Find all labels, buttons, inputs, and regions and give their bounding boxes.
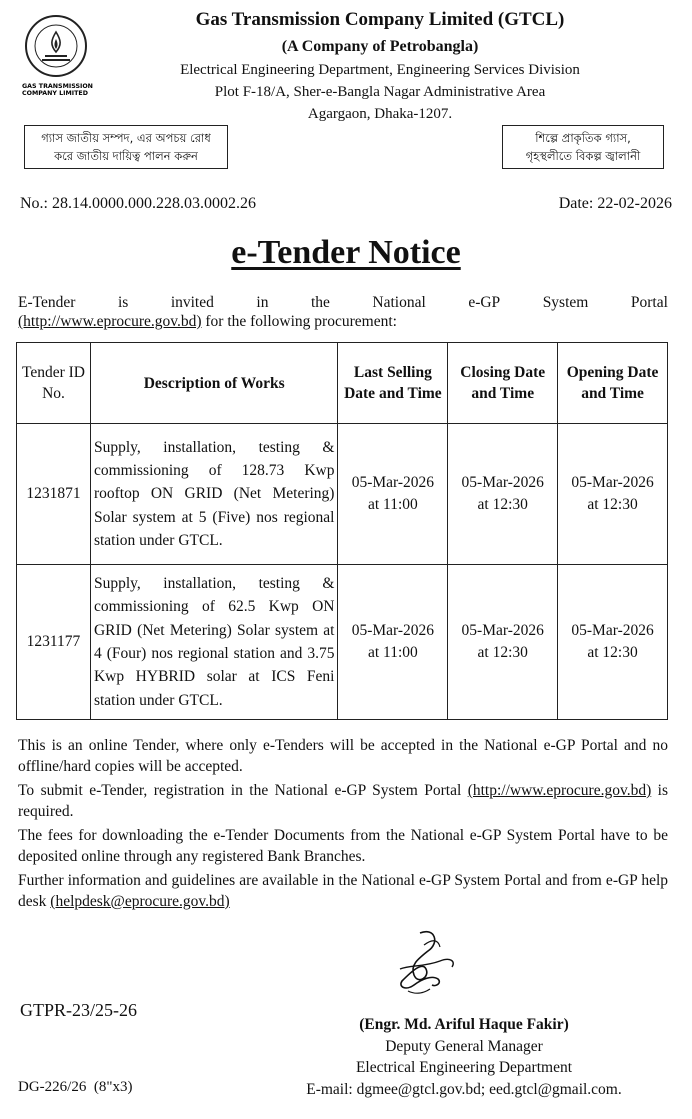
note-helpdesk-text: Further information and guidelines are available in the National e-GP System Portal and from e-GP help desk xyxy=(18,872,668,910)
last-selling-cell: 05-Mar-2026 at 11:00 xyxy=(338,424,448,565)
note-registration xyxy=(18,780,668,822)
signatory-block xyxy=(240,1014,688,1100)
header-description: Description of Works xyxy=(90,343,338,424)
note-fees: The fees for downloading the e-Tender Documents from the National e-GP System Portal have to be deposited online through any registered Bank Branches. xyxy=(18,827,668,865)
last-selling-cell: 05-Mar-2026 at 11:00 xyxy=(338,565,448,720)
note-registration-end: is required. xyxy=(18,782,669,820)
note-helpdesk xyxy=(18,870,668,912)
intro-rest: for the following procurement: xyxy=(201,313,397,330)
logo-text-line1: GAS TRANSMISSION xyxy=(22,83,93,90)
slogan-right-line2: গৃহস্থলীতে বিকল্প জ্বালানী xyxy=(525,149,641,163)
helpdesk-email-link[interactable]: (helpdesk@eprocure.gov.bd) xyxy=(50,893,230,910)
slogan-right-box xyxy=(502,125,664,169)
table-row xyxy=(17,424,668,565)
description-cell: Supply, installation, testing & commissioning of 62.5 Kwp ON GRID (Net Metering) Solar system at 4 (Four) nos regional station and 3.75 Kwp HYBRID solar at ICS Feni station under GTCL. xyxy=(90,565,338,720)
eprocure-link[interactable]: (http://www.eprocure.gov.bd) xyxy=(18,313,202,330)
signatory-designation: Deputy General Manager xyxy=(385,1037,543,1055)
signatory-email: E-mail: dgmee@gtcl.gov.bd; eed.gtcl@gmail.com. xyxy=(306,1080,622,1098)
department-line: Electrical Engineering Department, Engineering Services Division xyxy=(180,62,580,78)
slogan-left-line1: গ্যাস জাতীয় সম্পদ, এর অপচয় রোধ xyxy=(41,131,211,145)
opening-cell: 05-Mar-2026 at 12:30 xyxy=(558,424,668,565)
intro-word: Portal xyxy=(630,294,668,311)
dg-size: (8"x3) xyxy=(93,1079,133,1095)
header-closing: Closing Date and Time xyxy=(448,343,558,424)
note-online-tender: This is an online Tender, where only e-Tenders will be accepted in the National e-GP Portal and no offline/hard copies will be accepted. xyxy=(18,737,668,775)
intro-word: is xyxy=(117,294,129,311)
signature-image xyxy=(380,925,470,1000)
note-registration-text: To submit e-Tender, registration in the National e-GP System Portal xyxy=(18,782,468,799)
slogan-right-line1: শিল্পে প্রাকৃতিক গ্যাস, xyxy=(535,131,631,145)
registration-link[interactable]: (http://www.eprocure.gov.bd) xyxy=(467,782,652,799)
opening-cell: 05-Mar-2026 at 12:30 xyxy=(558,565,668,720)
signatory-name: (Engr. Md. Ariful Haque Fakir) xyxy=(359,1016,569,1033)
gtpr-number: GTPR-23/25-26 xyxy=(20,1000,137,1020)
table-header-row xyxy=(17,343,668,424)
address-line-2: Agargaon, Dhaka-1207. xyxy=(307,106,453,122)
page-title: e-Tender Notice xyxy=(231,234,461,271)
header-opening: Opening Date and Time xyxy=(558,343,668,424)
intro-word: National xyxy=(372,294,426,311)
reference-number: No.: 28.14.0000.000.228.03.0002.26 xyxy=(20,195,256,212)
notes-section xyxy=(18,735,668,915)
intro-line-2 xyxy=(18,312,668,331)
tender-id-cell: 1231177 xyxy=(17,565,91,720)
intro-word: System xyxy=(542,294,589,311)
signatory-department: Electrical Engineering Department xyxy=(355,1059,573,1076)
intro-line-1 xyxy=(18,293,668,312)
notice-date: Date: 22-02-2026 xyxy=(558,195,672,212)
header-last-selling: Last Selling Date and Time xyxy=(338,343,448,424)
intro-word: E-Tender xyxy=(18,294,76,311)
address-line-1: Plot F-18/A, Sher-e-Bangla Nagar Administrative Area xyxy=(214,84,546,100)
intro-word: in xyxy=(256,294,269,311)
tender-table xyxy=(16,342,668,720)
intro-paragraph xyxy=(18,293,668,331)
table-row xyxy=(17,565,668,720)
intro-word: the xyxy=(310,294,330,311)
header-tender-id: Tender ID No. xyxy=(17,343,91,424)
slogan-left-box xyxy=(24,125,228,169)
closing-cell: 05-Mar-2026 at 12:30 xyxy=(448,565,558,720)
description-cell: Supply, installation, testing & commissioning of 128.73 Kwp rooftop ON GRID (Net Metering) Solar system at 5 (Five) nos regional station under GTCL. xyxy=(90,424,338,565)
closing-cell: 05-Mar-2026 at 12:30 xyxy=(448,424,558,565)
dg-number xyxy=(18,1079,132,1096)
intro-word: e-GP xyxy=(468,294,501,311)
logo-text-line2: COMPANY LIMITED xyxy=(22,90,88,97)
slogan-left-line2: করে জাতীয় দায়িত্ব পালন করুন xyxy=(54,149,198,163)
intro-word: invited xyxy=(170,294,214,311)
dg-code: DG-226/26 xyxy=(18,1079,87,1095)
company-name: Gas Transmission Company Limited (GTCL) xyxy=(195,9,565,30)
parent-company: (A Company of Petrobangla) xyxy=(281,38,479,55)
gtcl-logo xyxy=(18,10,100,98)
tender-id-cell: 1231871 xyxy=(17,424,91,565)
